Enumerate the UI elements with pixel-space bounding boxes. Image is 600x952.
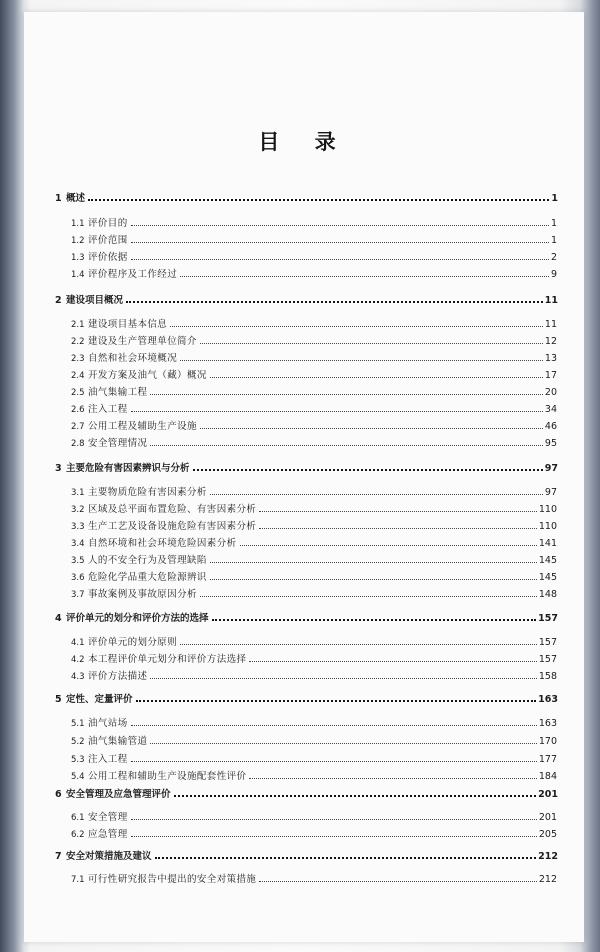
toc-entry-number: 3.6	[71, 573, 85, 583]
toc-entry-page: 145	[538, 572, 557, 583]
toc-entry-page: 205	[538, 829, 557, 840]
toc-entry-title: 事故案例及事故原因分析	[88, 589, 197, 600]
toc-entry-title: 注入工程	[88, 754, 128, 765]
toc-entry	[24, 751, 557, 765]
dot-leader	[210, 562, 537, 563]
toc-entry-title: 评价范围	[88, 235, 128, 246]
toc-entry	[24, 249, 557, 263]
toc-entry-page: 1	[550, 235, 557, 246]
toc-entry-title: 区域及总平面布置危险、有害因素分析	[88, 504, 257, 515]
dot-leader	[174, 795, 537, 797]
toc-entry-page: 163	[538, 718, 557, 729]
book-spine-shadow	[0, 0, 24, 952]
toc-entry-number: 2.1	[71, 320, 85, 330]
toc-entry	[24, 418, 557, 432]
toc-entry-page: 110	[538, 521, 557, 532]
toc-entry-title: 安全管理	[88, 812, 128, 823]
toc-entry-number: 5.3	[71, 755, 85, 765]
toc-entry-title: 定性、定量评价	[66, 694, 133, 705]
toc-entry	[24, 460, 558, 474]
dot-leader	[131, 411, 543, 412]
toc-entry-number: 3.2	[71, 505, 85, 515]
dot-leader	[240, 545, 537, 546]
toc-entry-page: 212	[538, 874, 557, 885]
toc-entry-number: 3.3	[71, 522, 85, 532]
toc-entry-title: 建设项目概况	[66, 295, 124, 306]
toc-entry-title: 自然环境和社会环境危险因素分析	[88, 538, 237, 549]
toc-entry	[24, 871, 557, 885]
toc-entry-number: 4.3	[71, 672, 85, 682]
toc-entry-page: 148	[538, 589, 557, 600]
toc-entry-page: 163	[538, 694, 558, 705]
dot-leader	[200, 343, 543, 344]
toc-entry-page: 141	[538, 538, 557, 549]
toc-entry-page: 11	[544, 295, 558, 306]
dot-leader	[249, 778, 536, 779]
dot-leader	[200, 428, 543, 429]
toc-entry-number: 3.5	[71, 556, 85, 566]
toc-entry-number: 2.4	[71, 371, 85, 381]
toc-entry-number: 1	[55, 193, 62, 204]
toc-entry-title: 主要物质危险有害因素分析	[88, 487, 207, 498]
toc-entry-page: 145	[538, 555, 557, 566]
document-page	[24, 12, 584, 942]
dot-leader	[136, 700, 537, 702]
toc-entry-page: 157	[538, 637, 557, 648]
toc-entry-page: 157	[538, 654, 557, 665]
toc-entry	[24, 316, 557, 330]
toc-entry	[24, 518, 557, 532]
toc-entry	[24, 733, 557, 747]
toc-entry-title: 油气站场	[88, 718, 128, 729]
toc-entry-page: 12	[544, 336, 557, 347]
toc-entry-number: 5.1	[71, 719, 85, 729]
toc-entry-page: 170	[538, 736, 557, 747]
dot-leader	[150, 678, 536, 679]
dot-leader	[200, 596, 537, 597]
toc-entry-title: 评价单元的划分原则	[88, 637, 178, 648]
dot-leader	[210, 579, 537, 580]
toc-entry-page: 46	[544, 421, 557, 432]
toc-entry-number: 6.1	[71, 813, 85, 823]
toc-entry-title: 安全管理及应急管理评价	[66, 789, 171, 800]
toc-entry	[24, 786, 558, 800]
toc-entry-number: 1.2	[71, 236, 85, 246]
toc-entry-title: 概述	[66, 193, 86, 204]
toc-entry-number: 3.1	[71, 488, 85, 498]
dot-leader	[150, 394, 543, 395]
toc-entry-title: 注入工程	[88, 404, 128, 415]
toc-entry-number: 2.5	[71, 388, 85, 398]
toc-entry-page: 97	[544, 463, 558, 474]
toc-entry-number: 1.3	[71, 253, 85, 263]
toc-entry-page: 20	[544, 387, 557, 398]
toc-entry-title: 安全管理情况	[88, 438, 148, 449]
toc-entry-number: 4	[55, 613, 62, 624]
toc-entry-number: 2.8	[71, 439, 85, 449]
dot-leader	[193, 469, 543, 471]
toc-entry	[24, 715, 557, 729]
toc-entry-number: 2.2	[71, 337, 85, 347]
toc-entry-number: 5.2	[71, 737, 85, 747]
toc-entry	[24, 668, 557, 682]
toc-entry-title: 主要危险有害因素辨识与分析	[66, 463, 190, 474]
toc-entry-page: 184	[538, 771, 557, 782]
toc-entry-title: 评价依据	[88, 252, 128, 263]
toc-entry	[24, 634, 557, 648]
toc-entry-title: 油气集输管道	[88, 736, 148, 747]
toc-entry-page: 95	[544, 438, 557, 449]
toc-entry-title: 开发方案及油气（藏）概况	[88, 370, 207, 381]
toc-entry	[24, 215, 557, 229]
toc-entry	[24, 535, 557, 549]
toc-entry	[24, 350, 557, 364]
toc-entry-title: 自然和社会环境概况	[88, 353, 178, 364]
dot-leader	[259, 511, 537, 512]
dot-leader	[180, 276, 549, 277]
toc-entry-title: 可行性研究报告中提出的安全对策措施	[88, 874, 257, 885]
toc-entry	[24, 691, 558, 705]
toc-entry	[24, 586, 557, 600]
dot-leader	[131, 819, 537, 820]
toc-entry-page: 110	[538, 504, 557, 515]
toc-entry-number: 3.4	[71, 539, 85, 549]
dot-leader	[180, 644, 537, 645]
dot-leader	[131, 725, 537, 726]
dot-leader	[126, 301, 543, 303]
toc-entry-number: 5	[55, 694, 62, 705]
toc-entry-title: 本工程评价单元划分和评价方法选择	[88, 654, 247, 665]
toc-entry	[24, 501, 557, 515]
toc-entry-number: 1.1	[71, 219, 85, 229]
toc-entry-page: 11	[544, 319, 557, 330]
toc-entry-page: 17	[544, 370, 557, 381]
toc-entry	[24, 768, 557, 782]
toc-entry-title: 公用工程和辅助生产设施配套性评价	[88, 771, 247, 782]
toc-entry-page: 34	[544, 404, 557, 415]
dot-leader	[131, 242, 549, 243]
toc-entry-number: 5.4	[71, 772, 85, 782]
toc-entry	[24, 333, 557, 347]
toc-entry-title: 评价目的	[88, 218, 128, 229]
toc-entry-number: 2.6	[71, 405, 85, 415]
toc-entry-number: 1.4	[71, 270, 85, 280]
toc-entry-page: 97	[544, 487, 557, 498]
toc-entry-title: 危险化学品重大危险源辨识	[88, 572, 207, 583]
dot-leader	[180, 360, 543, 361]
toc-entry-title: 生产工艺及设备设施危险有害因素分析	[88, 521, 257, 532]
toc-entry-number: 4.1	[71, 638, 85, 648]
toc-entry-page: 13	[544, 353, 557, 364]
dot-leader	[150, 445, 543, 446]
toc-entry	[24, 826, 557, 840]
toc-entry-page: 212	[538, 851, 558, 862]
toc-entry	[24, 651, 557, 665]
dot-leader	[210, 494, 543, 495]
toc-entry-title: 安全对策措施及建议	[66, 851, 152, 862]
toc-entry-title: 公用工程及辅助生产设施	[88, 421, 197, 432]
toc-entry-page: 201	[538, 789, 558, 800]
dot-leader	[131, 259, 549, 260]
toc-entry	[24, 569, 557, 583]
toc-entry-number: 2	[55, 295, 62, 306]
toc-entry-page: 1	[550, 218, 557, 229]
toc-entry	[24, 610, 558, 624]
toc-entry	[24, 809, 557, 823]
toc-entry-page: 201	[538, 812, 557, 823]
dot-leader	[249, 661, 536, 662]
page-title: 目 录	[258, 129, 350, 154]
toc-entry-title: 人的不安全行为及管理缺陷	[88, 555, 207, 566]
dot-leader	[150, 743, 536, 744]
toc-entry-title: 评价单元的划分和评价方法的选择	[66, 613, 209, 624]
toc-entry	[24, 190, 558, 204]
dot-leader	[155, 857, 537, 859]
toc-entry-title: 建设及生产管理单位简介	[88, 336, 197, 347]
toc-entry-number: 6	[55, 789, 62, 800]
toc-entry-title: 油气集输工程	[88, 387, 148, 398]
toc-entry-title: 评价程序及工作经过	[88, 269, 178, 280]
dot-leader	[212, 619, 537, 621]
toc-entry	[24, 552, 557, 566]
toc-entry-page: 1	[551, 193, 558, 204]
toc-entry	[24, 266, 557, 280]
toc-entry	[24, 401, 557, 415]
dot-leader	[170, 326, 543, 327]
toc-entry-number: 3.7	[71, 590, 85, 600]
toc-entry-number: 2.7	[71, 422, 85, 432]
dot-leader	[88, 199, 549, 201]
toc-entry	[24, 435, 557, 449]
toc-entry-number: 6.2	[71, 830, 85, 840]
toc-entry	[24, 232, 557, 246]
dot-leader	[131, 761, 537, 762]
toc-entry-title: 应急管理	[88, 829, 128, 840]
toc-entry	[24, 292, 558, 306]
toc-entry	[24, 384, 557, 398]
toc-entry-page: 2	[550, 252, 557, 263]
toc-entry-page: 158	[538, 671, 557, 682]
toc-entry-number: 2.3	[71, 354, 85, 364]
toc-entry-title: 建设项目基本信息	[88, 319, 168, 330]
dot-leader	[259, 528, 537, 529]
toc-entry-page: 177	[538, 754, 557, 765]
toc-entry	[24, 484, 557, 498]
toc-entry	[24, 848, 558, 862]
toc-entry-number: 3	[55, 463, 62, 474]
toc-entry-title: 评价方法描述	[88, 671, 148, 682]
dot-leader	[131, 836, 537, 837]
toc-entry-page: 9	[550, 269, 557, 280]
toc-entry-page: 157	[538, 613, 558, 624]
dot-leader	[131, 225, 549, 226]
toc-entry	[24, 367, 557, 381]
dot-leader	[259, 881, 537, 882]
toc-entry-number: 7.1	[71, 875, 85, 885]
toc-entry-number: 7	[55, 851, 62, 862]
toc-entry-number: 4.2	[71, 655, 85, 665]
dot-leader	[210, 377, 543, 378]
